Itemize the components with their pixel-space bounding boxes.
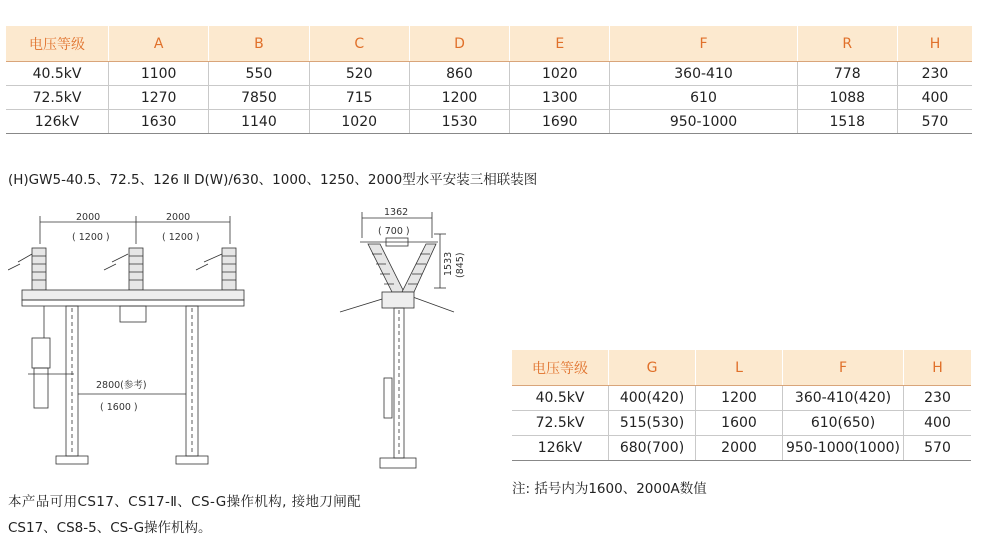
table-cell: 715 [309,86,409,110]
header-cell: L [696,350,783,386]
table-cell: 950-1000(1000) [783,436,904,461]
table-row [6,62,972,86]
header-cell: F [783,350,904,386]
table-cell: 1140 [209,110,309,134]
table-cell: 1020 [309,110,409,134]
table-cell: 1300 [510,86,610,110]
header-cell: E [510,26,610,62]
table-header-row [512,350,971,386]
front-view-drawing [8,208,268,478]
header-cell: H [904,350,972,386]
table-cell: 515(530) [609,411,696,436]
dim-base-top: 2800(参考) [96,380,147,391]
table-row [6,86,972,110]
table-row [512,411,971,436]
table-cell: 1630 [109,110,209,134]
figure-caption: (H)GW5-40.5、72.5、126 Ⅱ D(W)/630、1000、1250、2000型水平安装三相联装图 [8,172,538,188]
table-row [512,386,971,411]
table-cell: 360-410 [610,62,797,86]
table-cell: 550 [209,62,309,86]
table-cell: 610 [610,86,797,110]
header-cell: B [209,26,309,62]
dim-right-top: 2000 [166,212,191,223]
dim-height-bottom: (845) [455,252,466,278]
header-cell: G [609,350,696,386]
dim-right-bottom: ( 1200 ) [162,232,200,243]
table-cell: 1020 [510,62,610,86]
table-cell: 1518 [797,110,897,134]
table-cell: 778 [797,62,897,86]
table-cell: 1088 [797,86,897,110]
spec-table-b [512,350,971,461]
table-cell: 1200 [696,386,783,411]
table-cell: 400 [904,411,972,436]
description-line-1: 本产品可用CS17、CS17-Ⅱ、CS-G操作机构, 接地刀闸配 [8,494,362,510]
table-cell: 230 [897,62,972,86]
table-cell: 400 [897,86,972,110]
dim-height-top: 1533 [443,251,454,276]
dim-width-bottom: ( 700 ) [378,226,410,237]
table-cell: 40.5kV [6,62,109,86]
header-cell: 电压等级 [6,26,109,62]
header-cell: A [109,26,209,62]
table-cell: 1600 [696,411,783,436]
table-cell: 950-1000 [610,110,797,134]
table-cell: 72.5kV [512,411,609,436]
table-row [512,436,971,461]
header-cell: C [309,26,409,62]
side-view-drawing [336,204,476,474]
table-cell: 1690 [510,110,610,134]
table-header-row [6,26,972,62]
table-cell: 1200 [409,86,509,110]
table-cell: 610(650) [783,411,904,436]
header-cell: H [897,26,972,62]
table-cell: 680(700) [609,436,696,461]
table-cell: 40.5kV [512,386,609,411]
dim-left-top: 2000 [76,212,101,223]
table-cell: 1530 [409,110,509,134]
dim-left-bottom: ( 1200 ) [72,232,110,243]
table-cell: 400(420) [609,386,696,411]
table-cell: 126kV [512,436,609,461]
table-cell: 1100 [109,62,209,86]
header-cell: F [610,26,797,62]
table-note: 注: 括号内为1600、2000A数值 [512,481,707,497]
header-cell: R [797,26,897,62]
spec-table-a [6,26,972,134]
table-row [6,110,972,134]
table-cell: 230 [904,386,972,411]
table-cell: 2000 [696,436,783,461]
table-cell: 570 [897,110,972,134]
table-cell: 520 [309,62,409,86]
table-cell: 7850 [209,86,309,110]
table-cell: 570 [904,436,972,461]
table-cell: 1270 [109,86,209,110]
table-cell: 860 [409,62,509,86]
header-cell: 电压等级 [512,350,609,386]
table-cell: 126kV [6,110,109,134]
header-cell: D [409,26,509,62]
description-line-2: CS17、CS8-5、CS-G操作机构。 [8,520,212,536]
dim-width-top: 1362 [384,207,409,218]
table-cell: 72.5kV [6,86,109,110]
dim-base-bottom: ( 1600 ) [100,402,138,413]
table-cell: 360-410(420) [783,386,904,411]
